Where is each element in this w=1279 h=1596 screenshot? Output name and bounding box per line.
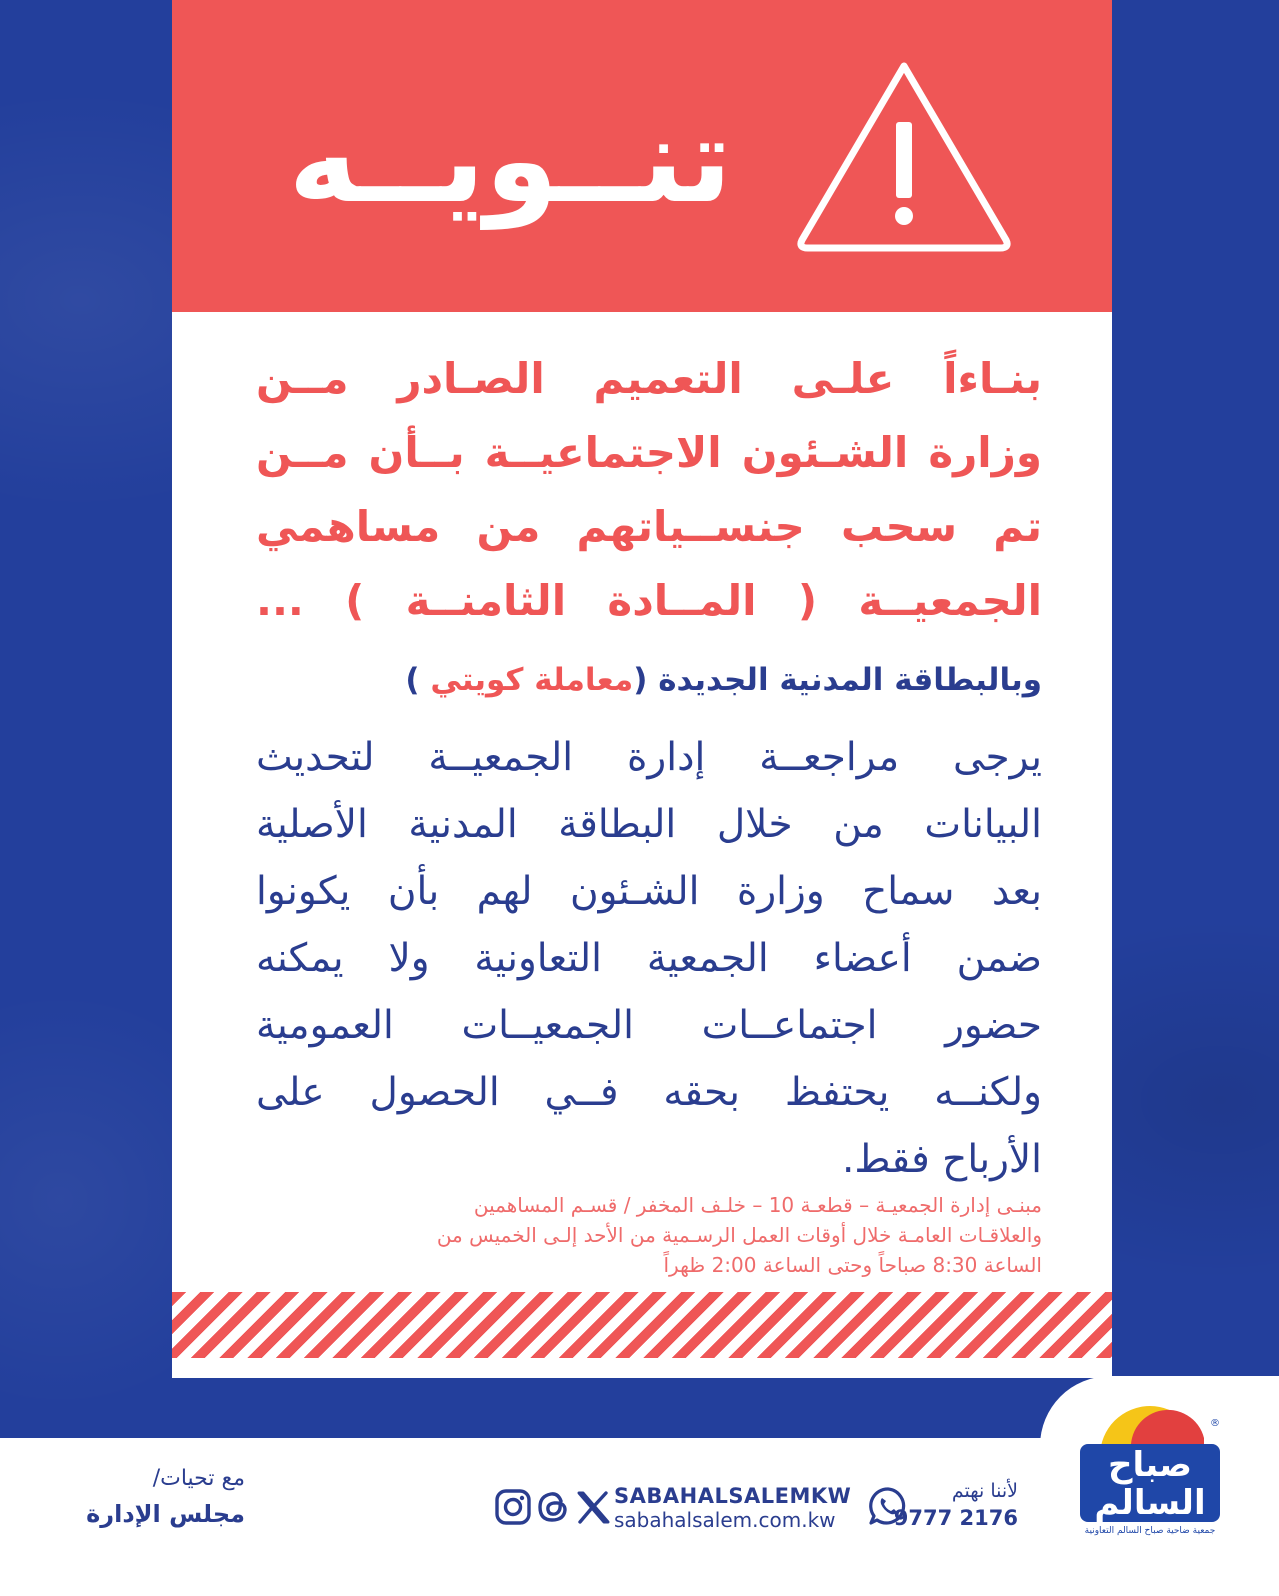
sabah-alsalem-logo [1070, 1388, 1230, 1548]
striped-border [172, 1292, 1112, 1358]
notice-body [256, 724, 1042, 1193]
contact-block[interactable] [868, 1482, 1018, 1534]
contact-number[interactable]: 9777 2176 [893, 1506, 1018, 1530]
address-line: والعلاقـات العامـة خلال أوقات العمل الرسـمية من الأحد إلـى الخميس من [436, 1223, 1042, 1247]
body-line: بعد سماح وزارة الشـئون لهم بأن يكونوا [256, 869, 1042, 914]
signoff [60, 1464, 245, 1534]
office-address [256, 1190, 1042, 1280]
notice-card [172, 0, 1112, 1378]
x-icon[interactable] [574, 1488, 612, 1526]
headline-line: الجمعيــة ( المــادة الثامنــة ) ... [256, 576, 1042, 625]
headline-line: وزارة الشـئون الاجتماعيــة بــأن مــن [256, 428, 1042, 477]
address-line: الساعة 8:30 صباحاً وحتى الساعة 2:00 ظهراً [663, 1253, 1042, 1277]
instagram-icon[interactable] [494, 1488, 532, 1526]
headline-line: تم سحب جنســياتهم من مساهمي [256, 502, 1042, 551]
signoff-greeting: مع تحيات/ [152, 1466, 245, 1491]
body-line: البيانات من خلال البطاقة المدنية الأصلية [256, 802, 1042, 847]
logo-name: صباح السالم [1080, 1444, 1220, 1522]
civil-id-line [256, 656, 1042, 704]
contact-label: لأننا نهتم [951, 1480, 1018, 1502]
signoff-name: مجلس الإدارة [86, 1500, 245, 1528]
body-line: حضور اجتماعــات الجمعيــات العمومية [256, 1003, 1042, 1048]
headline [256, 342, 1042, 638]
social-block [494, 1484, 852, 1534]
website-link[interactable]: sabahalsalem.com.kw [614, 1508, 836, 1532]
body-line: ضمن أعضاء الجمعية التعاونية ولا يمكنه [256, 936, 1042, 981]
logo-subtitle: جمعية ضاحية صباح السالم التعاونية [1084, 1526, 1216, 1536]
notice-header [172, 0, 1112, 312]
registered-mark: ® [1210, 1418, 1220, 1429]
body-line: الأرباح فقط. [841, 1137, 1042, 1182]
civil-id-highlight: معاملة كويتي [430, 662, 634, 698]
body-line: ولكنــه يحتفظ بحقه فــي الحصول على [256, 1070, 1042, 1115]
civil-id-end: ) [405, 662, 431, 698]
warning-triangle-icon [792, 58, 1016, 254]
body-line: يرجى مراجعــة إدارة الجمعيــة لتحديث [256, 735, 1042, 780]
civil-id-text: وبالبطاقة المدنية الجديدة ( [633, 662, 1042, 698]
headline-line: بنـاءاً علـى التعميم الصـادر مــن [256, 354, 1042, 403]
threads-icon[interactable] [534, 1488, 572, 1526]
address-line: مبنـى إدارة الجمعيـة – قطعـة 10 – خلـف المخفر / قسـم المساهمين [473, 1193, 1042, 1217]
social-handle[interactable]: SABAHALSALEMKW [614, 1484, 852, 1508]
notice-title: تنــويــه [288, 91, 732, 229]
